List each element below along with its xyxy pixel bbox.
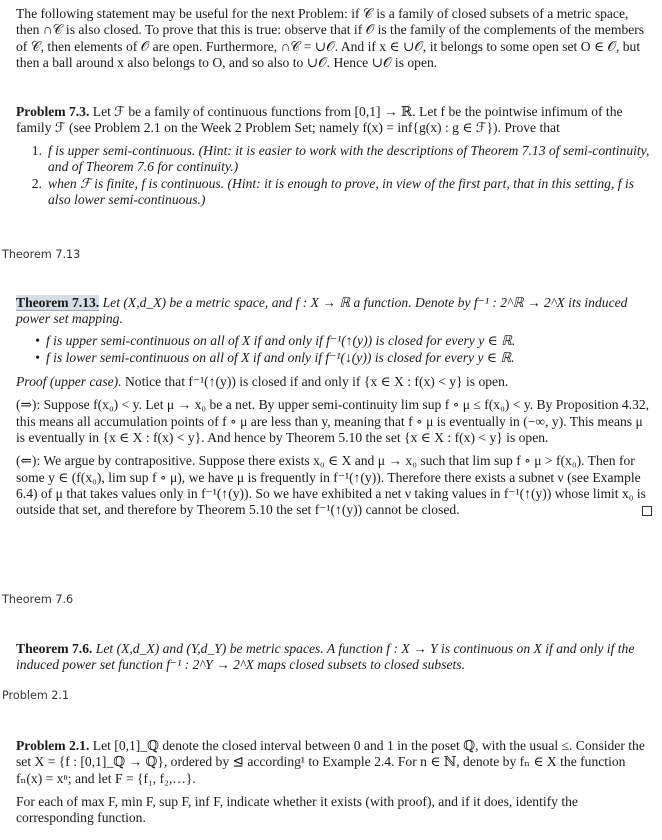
problem-2-1-text: Let [0,1]_ℚ denote the closed interval between 0 and 1 in the poset ℚ, with the usual ≤. Consider the set X = {f : [0,1]_ℚ → ℚ}, ordered by ⊴ according¹ to Example 2.4. For n ∈ ℕ, denote by fₙ ∈ X the function fₙ(x) = xⁿ; and let F = {f₁, f₂,…}.	[16, 738, 645, 786]
list-item-text: when ℱ is finite, f is continuous. (Hint: it is enough to prove, in view of the first part, that in this setting, f is also lower semi-continuous.)	[48, 176, 635, 208]
theorem-7-13-statement	[16, 295, 652, 328]
bullet-item	[24, 333, 652, 349]
section-label-theorem-7-13: Theorem 7.13	[2, 248, 81, 261]
theorem-7-6-statement	[16, 641, 652, 674]
problem-2-1-question: For each of max F, min F, sup F, inf F, indicate whether it exists (with proof), and if it does, identify the corresponding function.	[16, 793, 578, 826]
theorem-7-13-text: Let (X,d_X) be a metric space, and f : X → ℝ a function. Denote by f⁻¹ : 2^ℝ → 2^X its induced power set mapping.	[16, 295, 628, 327]
theorem-7-6	[16, 641, 652, 674]
proof-backward-text: (⇐): We argue by contrapositive. Suppose there exists x₀ ∈ X and μ → x₀ such that lim sup f ∘ μ > f(x₀). Then for some y ∈ (f(x₀), lim sup f ∘ μ), we have μ is frequently in f⁻¹(↑(y)). Therefore there exists a subnet ν (see Example 6.4) of μ that takes values only in f⁻¹(↑(y)). So we have exhibited a net ν taking values in f⁻¹(↑(y)) whose limit x₀ is outside that set, and therefore by Theorem 5.10 the set f⁻¹(↑(y)) cannot be closed.	[16, 453, 646, 518]
problem-2-1	[16, 738, 652, 826]
section-label-theorem-7-6: Theorem 7.6	[2, 593, 74, 606]
bullet-item	[24, 350, 652, 366]
problem-7-3	[16, 104, 652, 210]
problem-7-3-statement	[16, 104, 652, 137]
problem-7-3-heading: Problem 7.3.	[16, 104, 90, 119]
intro-text: The following statement may be useful for the next Problem: if 𝒞 is a family of closed subsets of a metric space, then ∩𝒞 is also closed. To prove that this is true: observe that if 𝒪 is the family of the complements of the members of 𝒞, then elements of 𝒪 are open. Furthermore, ∩𝒞 = ∪𝒪. And if x ∈ ∪𝒪, it belongs to some open set O ∈ 𝒪, but then a ball around x also belongs to O, and so also to ∪𝒪. Hence ∪𝒪 is open.	[16, 6, 645, 70]
theorem-7-13-bullets	[16, 333, 652, 367]
intro-paragraph	[16, 6, 652, 71]
proof-heading: Proof (upper case).	[16, 374, 122, 390]
bullet-icon: •	[35, 349, 40, 365]
list-item	[20, 176, 652, 209]
problem-2-1-statement	[16, 738, 652, 787]
bullet-text: f is lower semi-continuous on all of X if and only if f⁻¹(↓(y)) is closed for every y ∈ ℝ.	[46, 349, 515, 365]
bullet-text: f is upper semi-continuous on all of X if and only if f⁻¹(↑(y)) is closed for every y ∈ ℝ.	[46, 332, 516, 348]
proof-intro	[16, 374, 652, 390]
proof-backward	[16, 453, 652, 518]
theorem-7-6-heading: Theorem 7.6.	[16, 641, 93, 656]
proof-forward: (⇒): Suppose f(x₀) < y. Let μ → x₀ be a net. By upper semi-continuity lim sup f ∘ μ ≤ f(x₀) < y. By Proposition 4.32, this means all accumulation points of f ∘ μ are less than y, meaning that f ∘ μ is eventually in (−∞, y). This means μ is eventually in {x ∈ X : f(x) < y}. And hence by Theorem 5.10 the set {x ∈ X : f(x) < y} is open.	[16, 397, 650, 446]
theorem-7-13-heading: Theorem 7.13.	[16, 295, 100, 310]
list-item-number: 2.	[31, 176, 42, 192]
section-label-problem-2-1: Problem 2.1	[2, 689, 70, 702]
list-item-text: f is upper semi-continuous. (Hint: it is easier to work with the descriptions of Theorem 7.13 of semi-continuity, and of Theorem 7.6 for continuity.)	[48, 142, 650, 174]
list-item-number: 1.	[31, 142, 42, 158]
problem-7-3-list	[16, 143, 652, 209]
problem-7-3-text: Let ℱ be a family of continuous functions from [0,1] → ℝ. Let f be the pointwise infimum of the family ℱ (see Problem 2.1 on the Week 2 Problem Set; namely f(x) = inf{g(x) : g ∈ ℱ}). Prove that	[16, 104, 623, 136]
qed-square-icon	[642, 506, 652, 516]
proof-intro-text: Notice that f⁻¹(↑(y)) is closed if and only if {x ∈ X : f(x) < y} is open.	[121, 374, 509, 390]
theorem-7-13	[16, 295, 652, 519]
problem-2-1-heading: Problem 2.1.	[16, 738, 90, 753]
theorem-7-6-text: Let (X,d_X) and (Y,d_Y) be metric spaces. A function f : X → Y is continuous on X if and only if the induced power set function f⁻¹ : 2^Y → 2^X maps closed subsets to closed subsets.	[16, 641, 635, 673]
list-item	[20, 143, 652, 176]
bullet-icon: •	[35, 332, 40, 348]
